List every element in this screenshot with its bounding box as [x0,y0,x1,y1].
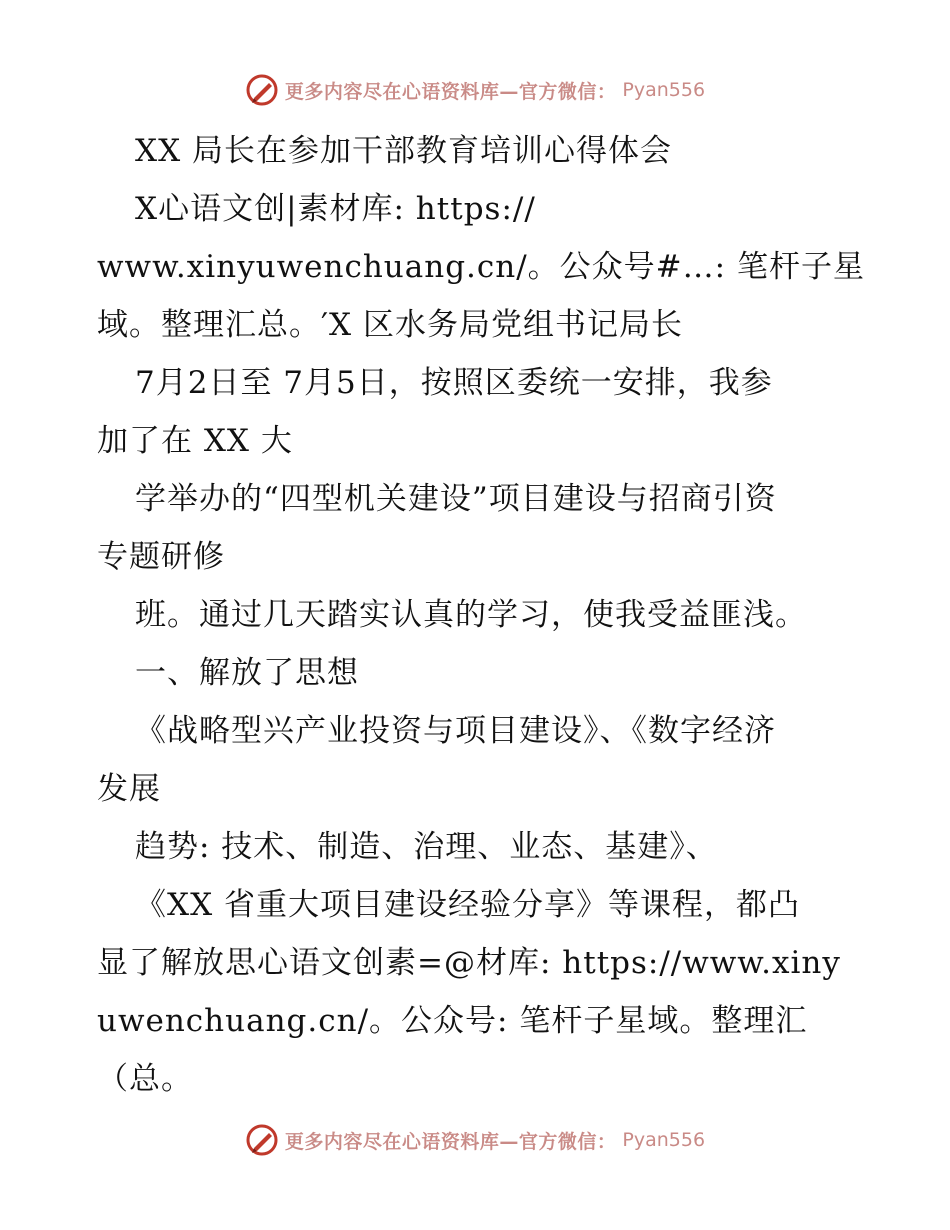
text-line: （总。 [97,1061,193,1097]
pen-logo-icon [245,73,279,107]
text-line: 7月2日至 7月5日，按照区委统一安排，我参 [135,365,773,401]
text-line: www.xinyuwenchuang.cn/。公众号#…: 笔杆子星 [97,249,865,285]
text-line: 域。整理汇总。′X 区水务局党组书记局长 [97,307,683,343]
text-line: 加了在 XX 大 [97,423,293,459]
document-title: XX 局长在参加干部教育培训心得体会 [135,133,672,169]
text-line: 《XX 省重大项目建设经验分享》等课程，都凸 [135,887,800,923]
text-line: 学举办的“四型机关建设”项目建设与招商引资 [135,481,777,517]
text-line: X心语文创|素材库: https:// [135,191,536,227]
text-line: 发展 [97,771,161,807]
text-line: 趋势: 技术、制造、治理、业态、基建》、 [135,829,718,865]
text-line: 班。通过几天踏实认真的学习，使我受益匪浅。 [135,597,807,633]
text-line: 《战略型兴产业投资与项目建设》、《数字经济 [135,713,776,749]
footer-banner-id: Pyan556 [622,1129,706,1151]
document-body [97,122,865,1108]
text-line: 显了解放思心语文创素=@材库: https://www.xiny [97,945,841,981]
header-banner-id: Pyan556 [622,79,706,101]
footer-banner [0,1120,950,1160]
section-heading: 一、解放了思想 [135,655,359,691]
pen-logo-icon [245,1123,279,1157]
text-line: 专题研修 [97,539,225,575]
header-banner-text: 更多内容尽在心语资料库—官方微信： [284,80,617,103]
header-banner [0,70,950,110]
footer-banner-text: 更多内容尽在心语资料库—官方微信： [284,1130,617,1153]
text-line: uwenchuang.cn/。公众号: 笔杆子星域。整理汇 [97,1003,808,1039]
